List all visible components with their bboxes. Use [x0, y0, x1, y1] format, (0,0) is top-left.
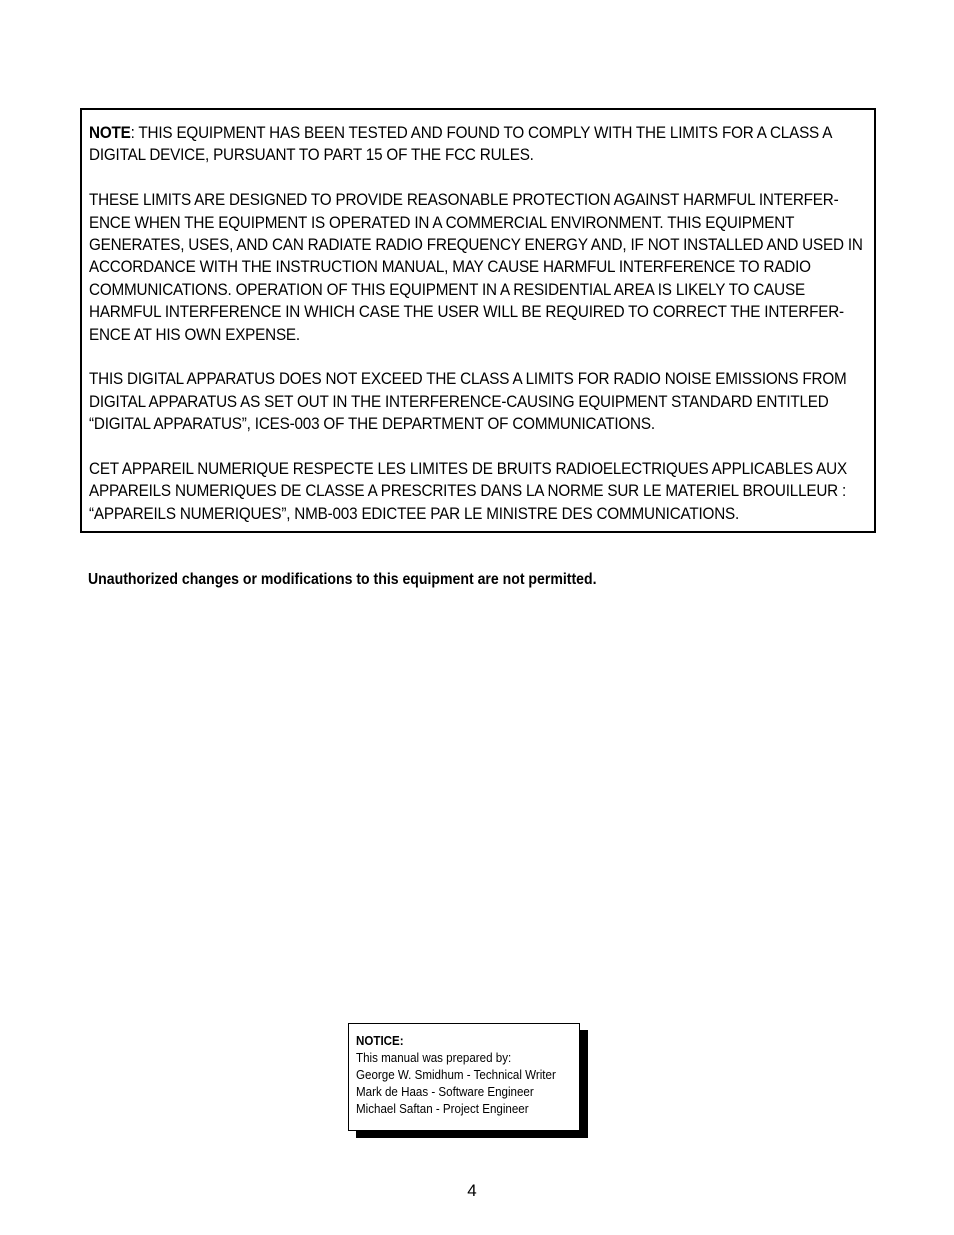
notice-line-technical-writer: George W. Smidhum - Technical Writer — [356, 1068, 556, 1082]
notice-line-project-engineer: Michael Saftan - Project Engineer — [356, 1102, 529, 1116]
notice-title: NOTICE: — [356, 1034, 404, 1048]
notice-line-prepared-by: This manual was prepared by: — [356, 1051, 512, 1065]
nmb-paragraph-french: CET APPAREIL NUMERIQUE RESPECTE LES LIMITES DE BRUITS RADIOELECTRIQUES APPLICABLES AUX APPAREILS NUMERIQUES DE CLASSE A PRESCRITES DANS LA NORME SUR LE MATERIEL BROUILLEUR : “APPAREILS NUMERIQUES”, NMB-003 EDICTEE PAR LE MINISTRE DES COMMUNICATIONS. — [89, 459, 847, 523]
fcc-paragraph-interference: THESE LIMITS ARE DESIGNED TO PROVIDE REASONABLE PROTECTION AGAINST HARMFUL INTERFER-ENCE WHEN THE EQUIPMENT IS OPERATED IN A COMMERCIAL ENVIRONMENT. THIS EQUIPMENT GENERATES, USES, AND CAN RADIATE RADIO FREQUENCY ENERGY AND, IF NOT INSTALLED AND USED IN ACCORDANCE WITH THE INSTRUCTION MANUAL, MAY CAUSE HARMFUL INTERFERENCE TO RADIO COMMUNICATIONS. OPERATION OF THIS EQUIPMENT IN A RESIDENTIAL AREA IS LIKELY TO CAUSE HARMFUL INTERFERENCE IN WHICH CASE THE USER WILL BE REQUIRED TO CORRECT THE INTERFER-ENCE AT HIS OWN EXPENSE. — [89, 191, 863, 344]
notice-line-software-engineer: Mark de Haas - Software Engineer — [356, 1085, 534, 1099]
note-label: NOTE — [89, 124, 131, 142]
fcc-paragraph-class-a — [89, 122, 864, 167]
page-number: 4 — [467, 1181, 477, 1200]
unauthorized-changes-warning: Unauthorized changes or modifications to this equipment are not permitted. — [88, 571, 597, 588]
fcc-paragraph-class-a-text: : THIS EQUIPMENT HAS BEEN TESTED AND FOUND TO COMPLY WITH THE LIMITS FOR A CLASS A DIGITAL DEVICE, PURSUANT TO PART 15 OF THE FCC RULES. — [89, 124, 832, 165]
authors-notice-box — [348, 1023, 580, 1131]
ices-paragraph-english: THIS DIGITAL APPARATUS DOES NOT EXCEED THE CLASS A LIMITS FOR RADIO NOISE EMISSIONS FROM DIGITAL APPARATUS AS SET OUT IN THE INTERFERENCE-CAUSING EQUIPMENT STANDARD ENTITLED “DIGITAL APPARATUS”, ICES-003 OF THE DEPARTMENT OF COMMUNICATIONS. — [89, 370, 847, 434]
fcc-compliance-notice-box — [80, 108, 876, 533]
